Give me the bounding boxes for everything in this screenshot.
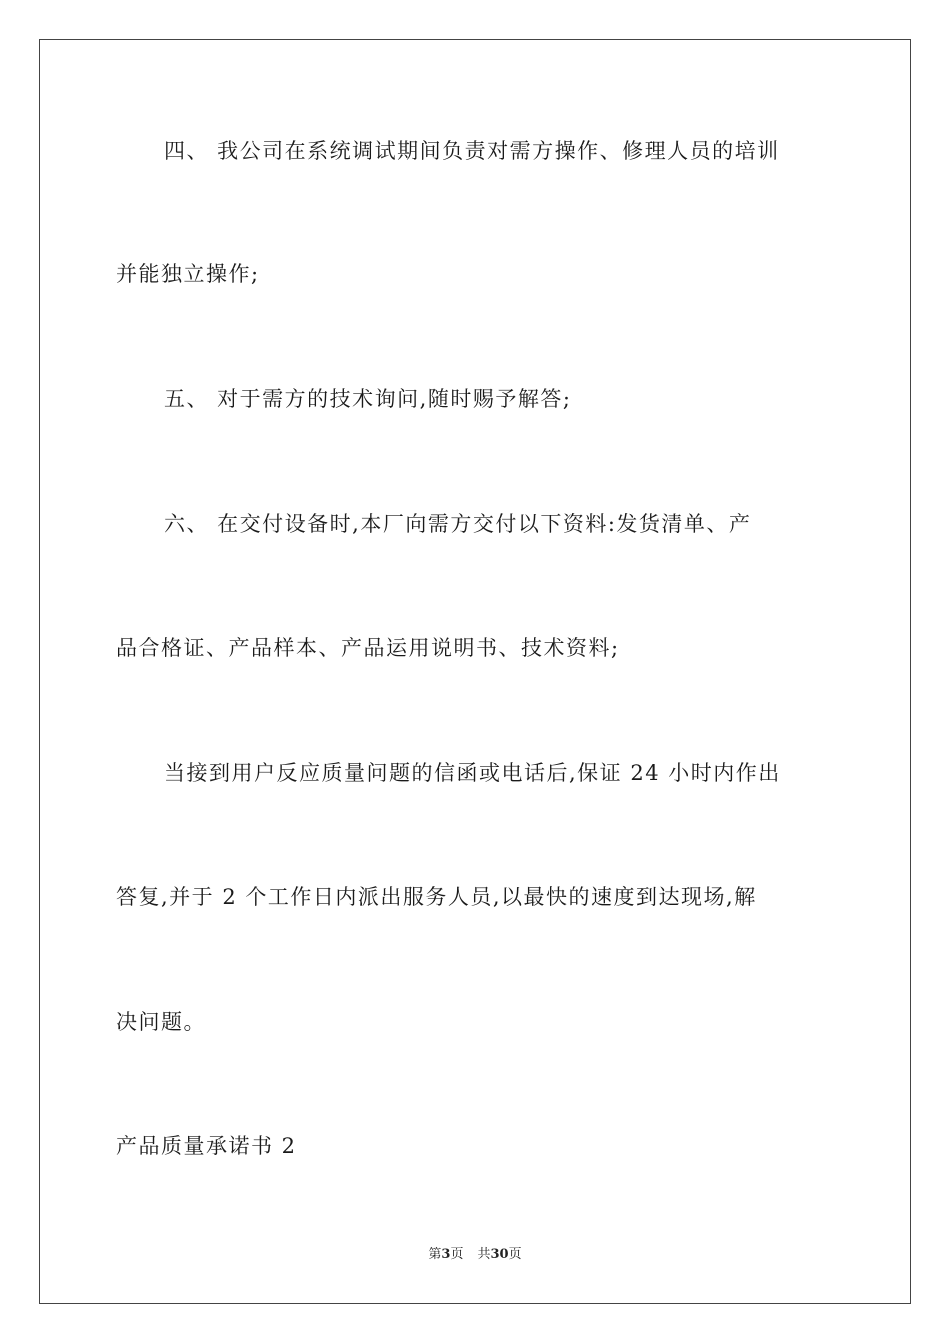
page-footer	[0, 1246, 950, 1264]
total-prefix: 共	[477, 1247, 491, 1262]
paragraph-line: 五、 对于需方的技术询问,随时赐予解答;	[164, 387, 572, 411]
page-suffix: 页	[450, 1247, 464, 1262]
total-suffix: 页	[508, 1247, 522, 1262]
total-page-count: 30	[490, 1247, 509, 1262]
paragraph-line: 答复,并于 2 个工作日内派出服务人员,以最快的速度到达现场,解	[116, 885, 757, 909]
paragraph-line: 六、 在交付设备时,本厂向需方交付以下资料:发货清单、产	[164, 512, 752, 536]
paragraph-line: 四、 我公司在系统调试期间负责对需方操作、修理人员的培训	[164, 139, 780, 163]
section-heading: 产品质量承诺书 2	[116, 1134, 297, 1158]
paragraph-line: 当接到用户反应质量问题的信函或电话后,保证 24 小时内作出	[164, 761, 781, 785]
paragraph-line: 决问题。	[116, 1010, 206, 1034]
current-page-number: 3	[441, 1247, 451, 1262]
paragraph-line: 并能独立操作;	[116, 262, 260, 286]
paragraph-line: 品合格证、产品样本、产品运用说明书、技术资料;	[116, 636, 620, 660]
page-border	[39, 39, 911, 1304]
page-prefix: 第	[428, 1247, 442, 1262]
